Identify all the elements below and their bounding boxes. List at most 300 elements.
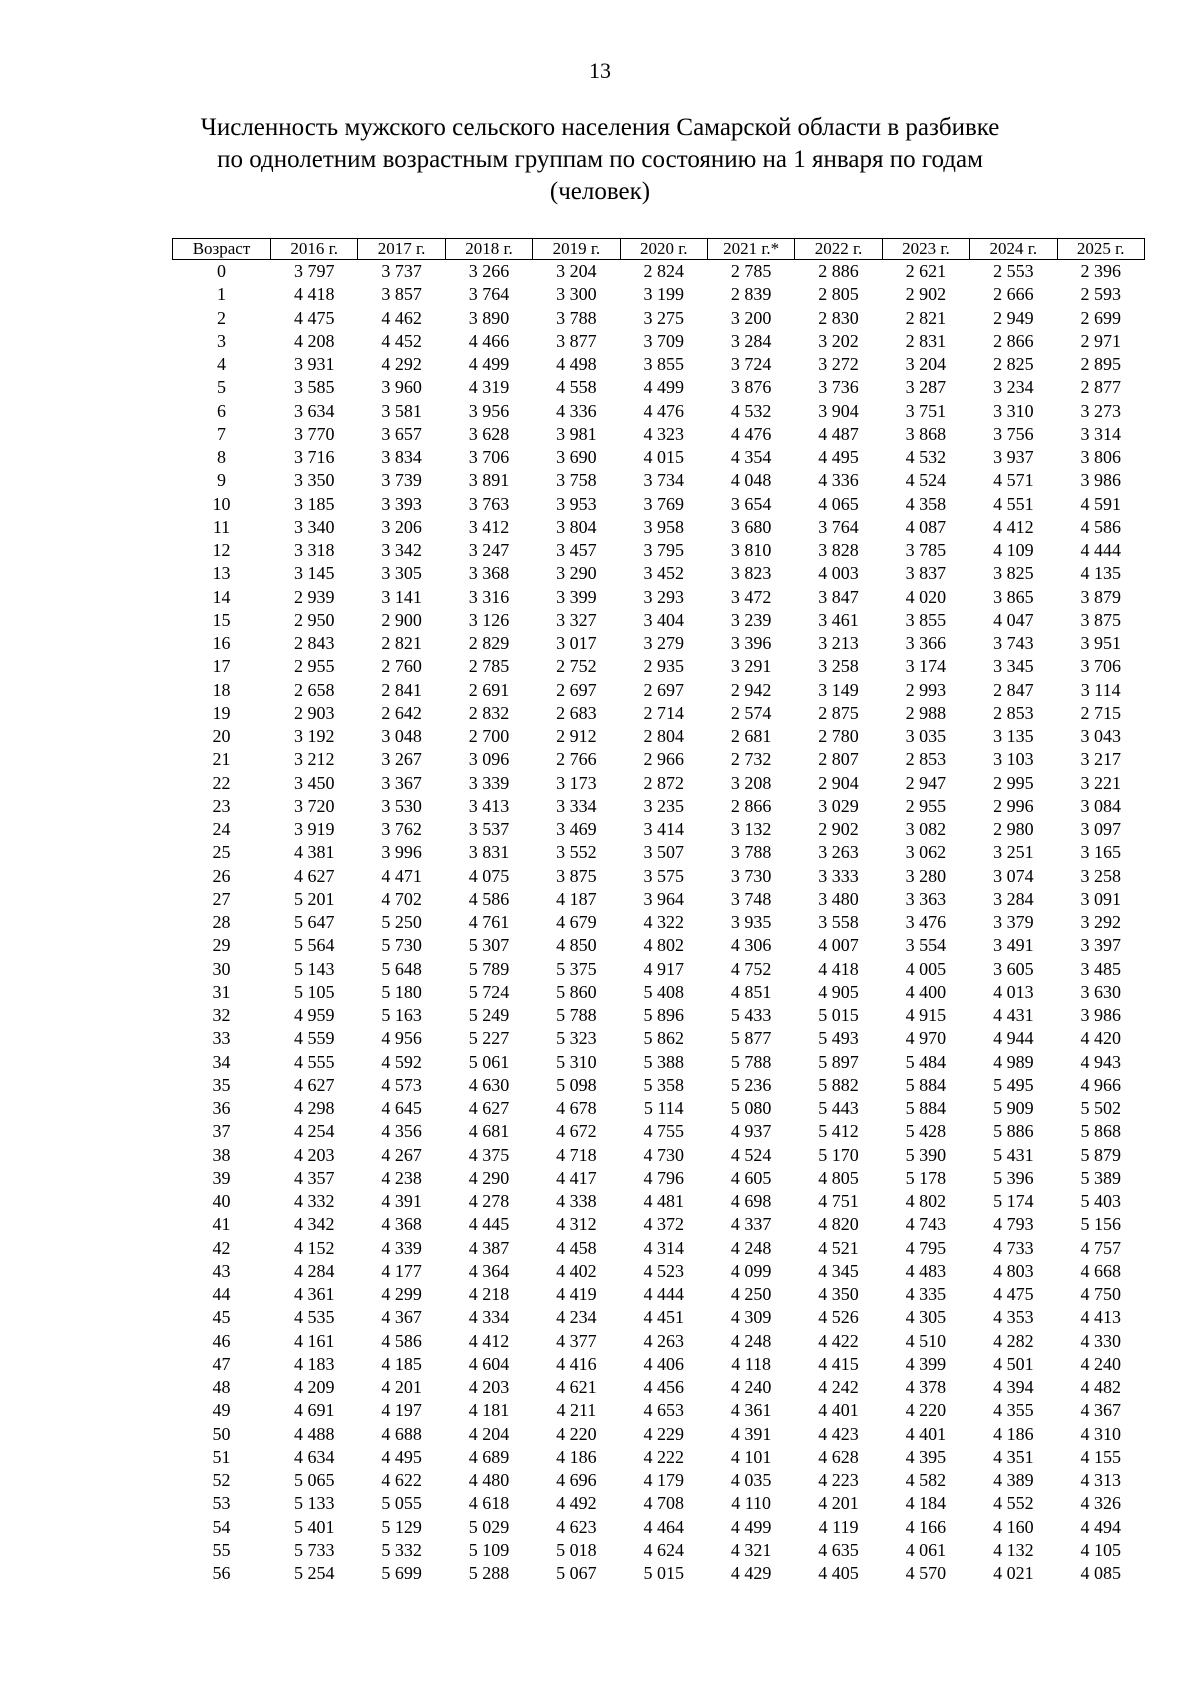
value-cell: 3 877 bbox=[556, 330, 597, 351]
value-cell: 4 718 bbox=[556, 1144, 597, 1165]
age-cell: 24 bbox=[212, 819, 231, 839]
value-cell: 4 475 bbox=[993, 1284, 1034, 1304]
value-cell: 3 235 bbox=[643, 795, 684, 816]
value-cell: 2 866 bbox=[993, 330, 1034, 351]
value-cell: 4 278 bbox=[468, 1191, 510, 1211]
value-cell: 4 420 bbox=[1080, 1028, 1121, 1049]
value-cell: 5 055 bbox=[381, 1493, 422, 1514]
value-cell: 4 201 bbox=[381, 1377, 422, 1397]
value-cell: 4 406 bbox=[643, 1353, 684, 1374]
age-cell: 42 bbox=[212, 1237, 231, 1258]
value-cell: 3 770 bbox=[293, 423, 335, 444]
value-cell: 4 482 bbox=[1080, 1377, 1121, 1397]
value-cell: 3 530 bbox=[381, 795, 422, 816]
value-cell: 3 082 bbox=[905, 819, 947, 839]
age-cell: 12 bbox=[212, 540, 231, 560]
value-cell: 4 240 bbox=[730, 1377, 772, 1397]
value-cell: 3 762 bbox=[381, 819, 422, 839]
value-cell: 4 635 bbox=[818, 1539, 859, 1560]
value-cell: 2 902 bbox=[818, 819, 859, 839]
column-header-year: 2020 г. bbox=[620, 239, 707, 260]
value-cell: 2 593 bbox=[1080, 284, 1121, 305]
table-row bbox=[173, 1330, 1145, 1353]
value-cell: 3 847 bbox=[818, 586, 859, 607]
value-cell: 3 581 bbox=[381, 400, 422, 421]
value-cell: 4 624 bbox=[643, 1539, 684, 1560]
table-row bbox=[173, 981, 1145, 1004]
value-cell: 3 114 bbox=[1080, 679, 1121, 700]
value-cell: 4 761 bbox=[468, 912, 510, 932]
value-cell: 2 912 bbox=[556, 726, 597, 746]
table-row bbox=[173, 516, 1145, 539]
value-cell: 2 805 bbox=[818, 284, 859, 305]
value-cell: 3 785 bbox=[905, 540, 947, 560]
value-cell: 4 535 bbox=[293, 1307, 335, 1328]
age-cell: 44 bbox=[212, 1284, 231, 1304]
value-cell: 3 287 bbox=[905, 377, 947, 398]
table-row bbox=[173, 493, 1145, 516]
table-row bbox=[173, 772, 1145, 795]
value-cell: 5 015 bbox=[818, 1005, 859, 1025]
table-row bbox=[173, 539, 1145, 562]
value-cell: 4 339 bbox=[381, 1237, 422, 1258]
value-cell: 4 160 bbox=[993, 1516, 1034, 1537]
value-cell: 4 678 bbox=[556, 1098, 597, 1118]
age-cell: 52 bbox=[212, 1470, 231, 1490]
value-cell: 2 877 bbox=[1080, 377, 1121, 398]
value-cell: 4 944 bbox=[993, 1028, 1034, 1049]
value-cell: 2 988 bbox=[905, 702, 947, 723]
table-row bbox=[173, 423, 1145, 446]
title-line-1: Численность мужского сельского населения Самарской области в разбивке bbox=[200, 114, 1000, 141]
value-cell: 3 951 bbox=[1080, 633, 1121, 653]
value-cell: 4 415 bbox=[818, 1353, 859, 1374]
value-cell: 2 935 bbox=[643, 656, 684, 677]
value-cell: 4 330 bbox=[1080, 1330, 1121, 1351]
value-cell: 5 431 bbox=[993, 1144, 1034, 1165]
value-cell: 4 047 bbox=[993, 609, 1034, 630]
value-cell: 4 186 bbox=[556, 1446, 597, 1467]
value-cell: 3 956 bbox=[468, 400, 510, 421]
value-cell: 3 834 bbox=[381, 447, 422, 467]
table-row bbox=[173, 1516, 1145, 1539]
value-cell: 3 457 bbox=[556, 540, 597, 560]
table-row bbox=[173, 376, 1145, 399]
value-cell: 4 250 bbox=[730, 1284, 772, 1304]
value-cell: 4 752 bbox=[730, 958, 772, 979]
value-cell: 4 282 bbox=[993, 1330, 1034, 1351]
value-cell: 3 452 bbox=[643, 563, 684, 584]
table-row bbox=[173, 1283, 1145, 1306]
value-cell: 4 708 bbox=[643, 1493, 684, 1514]
value-cell: 4 552 bbox=[993, 1493, 1034, 1514]
value-cell: 4 532 bbox=[730, 400, 772, 421]
value-cell: 2 903 bbox=[293, 702, 335, 723]
value-cell: 2 993 bbox=[905, 679, 947, 700]
value-cell: 4 119 bbox=[818, 1516, 859, 1537]
value-cell: 3 029 bbox=[818, 795, 859, 816]
age-cell: 54 bbox=[212, 1516, 231, 1537]
value-cell: 3 141 bbox=[381, 586, 422, 607]
value-cell: 3 552 bbox=[556, 842, 597, 863]
age-cell: 39 bbox=[212, 1167, 231, 1188]
value-cell: 3 342 bbox=[381, 540, 422, 560]
table-row bbox=[173, 1260, 1145, 1283]
value-cell: 4 298 bbox=[293, 1098, 335, 1118]
value-cell: 4 501 bbox=[993, 1353, 1034, 1374]
value-cell: 4 423 bbox=[818, 1423, 859, 1444]
value-cell: 3 634 bbox=[293, 400, 335, 421]
value-cell: 4 487 bbox=[818, 423, 859, 444]
value-cell: 4 586 bbox=[1080, 516, 1121, 537]
value-cell: 4 570 bbox=[905, 1563, 947, 1583]
value-cell: 3 981 bbox=[556, 423, 597, 444]
value-cell: 3 876 bbox=[730, 377, 772, 398]
value-cell: 3 875 bbox=[556, 865, 597, 886]
value-cell: 4 322 bbox=[643, 912, 684, 932]
table-row bbox=[173, 1074, 1145, 1097]
value-cell: 4 353 bbox=[993, 1307, 1034, 1328]
value-cell: 3 736 bbox=[818, 377, 859, 398]
value-cell: 4 630 bbox=[468, 1074, 510, 1095]
value-cell: 5 788 bbox=[556, 1005, 597, 1025]
value-cell: 4 323 bbox=[643, 423, 684, 444]
table-row bbox=[173, 1120, 1145, 1143]
value-cell: 4 757 bbox=[1080, 1237, 1121, 1258]
value-cell: 3 751 bbox=[905, 400, 947, 421]
value-cell: 3 554 bbox=[905, 935, 947, 956]
value-cell: 4 492 bbox=[556, 1493, 597, 1514]
table-row bbox=[173, 1213, 1145, 1236]
value-cell: 3 204 bbox=[556, 261, 597, 281]
value-cell: 4 555 bbox=[293, 1051, 335, 1072]
value-cell: 5 860 bbox=[556, 981, 597, 1002]
value-cell: 4 488 bbox=[293, 1423, 335, 1444]
value-cell: 4 532 bbox=[905, 447, 947, 467]
value-cell: 4 313 bbox=[1080, 1470, 1121, 1490]
document-title bbox=[150, 112, 1050, 208]
value-cell: 2 752 bbox=[556, 656, 597, 677]
value-cell: 2 843 bbox=[293, 633, 335, 653]
value-cell: 3 828 bbox=[818, 540, 859, 560]
value-cell: 2 847 bbox=[993, 679, 1034, 700]
value-cell: 2 902 bbox=[905, 284, 947, 305]
value-cell: 5 896 bbox=[643, 1005, 684, 1025]
value-cell: 4 483 bbox=[905, 1260, 947, 1281]
value-cell: 2 681 bbox=[730, 726, 772, 746]
value-cell: 3 145 bbox=[293, 563, 335, 584]
value-cell: 4 389 bbox=[993, 1470, 1034, 1490]
column-header-year: 2016 г. bbox=[271, 239, 358, 260]
value-cell: 2 841 bbox=[381, 679, 422, 700]
value-cell: 5 180 bbox=[381, 981, 422, 1002]
value-cell: 4 021 bbox=[993, 1563, 1034, 1583]
age-cell: 48 bbox=[212, 1377, 231, 1397]
table-row bbox=[173, 1027, 1145, 1050]
age-cell: 43 bbox=[212, 1260, 231, 1281]
value-cell: 5 648 bbox=[381, 958, 422, 979]
value-cell: 4 510 bbox=[905, 1330, 947, 1351]
value-cell: 3 931 bbox=[293, 354, 335, 374]
value-cell: 3 368 bbox=[468, 563, 510, 584]
value-cell: 5 897 bbox=[818, 1051, 859, 1072]
value-cell: 3 284 bbox=[730, 330, 772, 351]
value-cell: 3 825 bbox=[993, 563, 1034, 584]
value-cell: 4 743 bbox=[905, 1214, 947, 1235]
table-row bbox=[173, 330, 1145, 353]
table-row bbox=[173, 1051, 1145, 1074]
value-cell: 4 623 bbox=[556, 1516, 597, 1537]
column-header-year: 2022 г. bbox=[795, 239, 882, 260]
age-cell: 45 bbox=[212, 1307, 231, 1328]
value-cell: 3 305 bbox=[381, 563, 422, 584]
value-cell: 2 955 bbox=[293, 656, 335, 677]
value-cell: 2 804 bbox=[643, 726, 684, 746]
value-cell: 4 464 bbox=[643, 1516, 684, 1537]
value-cell: 3 293 bbox=[643, 586, 684, 607]
value-cell: 4 627 bbox=[468, 1098, 510, 1118]
age-cell: 4 bbox=[217, 354, 226, 374]
age-cell: 2 bbox=[217, 307, 226, 328]
value-cell: 2 832 bbox=[468, 702, 510, 723]
value-cell: 3 630 bbox=[1080, 981, 1121, 1002]
value-cell: 4 417 bbox=[556, 1167, 597, 1188]
value-cell: 4 391 bbox=[730, 1423, 772, 1444]
value-cell: 3 769 bbox=[643, 493, 684, 514]
age-cell: 6 bbox=[217, 400, 226, 421]
value-cell: 3 472 bbox=[730, 586, 772, 607]
value-cell: 3 267 bbox=[381, 749, 422, 770]
value-cell: 4 445 bbox=[468, 1214, 510, 1235]
value-cell: 4 351 bbox=[993, 1446, 1034, 1467]
value-cell: 4 431 bbox=[993, 1005, 1034, 1025]
age-cell: 32 bbox=[212, 1005, 231, 1025]
value-cell: 5 733 bbox=[293, 1539, 335, 1560]
value-cell: 4 314 bbox=[643, 1237, 684, 1258]
age-cell: 37 bbox=[212, 1121, 231, 1142]
value-cell: 2 866 bbox=[730, 795, 772, 816]
value-cell: 5 029 bbox=[468, 1516, 510, 1537]
table-row bbox=[173, 1004, 1145, 1027]
value-cell: 3 743 bbox=[993, 633, 1034, 653]
value-cell: 4 698 bbox=[730, 1191, 772, 1211]
value-cell: 3 823 bbox=[730, 563, 772, 584]
value-cell: 5 884 bbox=[905, 1098, 947, 1118]
value-cell: 3 263 bbox=[818, 842, 859, 863]
value-cell: 2 995 bbox=[993, 772, 1034, 793]
table-row bbox=[173, 260, 1145, 284]
value-cell: 4 689 bbox=[468, 1446, 510, 1467]
value-cell: 3 149 bbox=[818, 679, 859, 700]
value-cell: 3 507 bbox=[643, 842, 684, 863]
value-cell: 4 375 bbox=[468, 1144, 510, 1165]
value-cell: 3 091 bbox=[1080, 888, 1121, 909]
value-cell: 3 292 bbox=[1080, 912, 1121, 932]
value-cell: 3 763 bbox=[468, 493, 510, 514]
table-row bbox=[173, 865, 1145, 888]
value-cell: 4 796 bbox=[643, 1167, 684, 1188]
value-cell: 4 755 bbox=[643, 1121, 684, 1142]
age-cell: 29 bbox=[212, 935, 231, 956]
value-cell: 4 087 bbox=[905, 516, 947, 537]
value-cell: 4 795 bbox=[905, 1237, 947, 1258]
age-cell: 1 bbox=[217, 284, 226, 305]
value-cell: 2 715 bbox=[1080, 702, 1121, 723]
value-cell: 2 697 bbox=[556, 679, 597, 700]
value-cell: 3 043 bbox=[1080, 726, 1121, 746]
value-cell: 4 733 bbox=[993, 1237, 1034, 1258]
value-cell: 4 220 bbox=[556, 1423, 597, 1444]
value-cell: 5 877 bbox=[730, 1028, 772, 1049]
value-cell: 3 221 bbox=[1080, 772, 1121, 793]
value-cell: 3 334 bbox=[556, 795, 597, 816]
value-cell: 3 875 bbox=[1080, 609, 1121, 630]
value-cell: 4 970 bbox=[905, 1028, 947, 1049]
value-cell: 4 187 bbox=[556, 888, 597, 909]
value-cell: 4 061 bbox=[905, 1539, 947, 1560]
value-cell: 4 305 bbox=[905, 1307, 947, 1328]
table-body bbox=[173, 260, 1145, 1586]
title-line-3: (человек) bbox=[549, 178, 651, 205]
value-cell: 4 201 bbox=[818, 1493, 859, 1514]
value-cell: 3 806 bbox=[1080, 447, 1121, 467]
value-cell: 2 821 bbox=[381, 633, 422, 653]
value-cell: 4 336 bbox=[818, 470, 859, 491]
value-cell: 4 229 bbox=[643, 1423, 684, 1444]
value-cell: 4 558 bbox=[556, 377, 597, 398]
value-cell: 4 573 bbox=[381, 1074, 422, 1095]
value-cell: 3 737 bbox=[381, 261, 422, 281]
value-cell: 3 074 bbox=[993, 865, 1034, 886]
value-cell: 4 475 bbox=[293, 307, 335, 328]
age-cell: 11 bbox=[212, 516, 231, 537]
value-cell: 3 327 bbox=[556, 609, 597, 630]
age-cell: 36 bbox=[212, 1098, 231, 1118]
value-cell: 2 824 bbox=[643, 261, 684, 281]
value-cell: 5 061 bbox=[468, 1051, 510, 1072]
age-cell: 22 bbox=[212, 772, 231, 793]
value-cell: 4 471 bbox=[381, 865, 422, 886]
table-row bbox=[173, 655, 1145, 678]
age-cell: 3 bbox=[217, 330, 226, 351]
age-cell: 41 bbox=[212, 1214, 231, 1235]
value-cell: 3 413 bbox=[468, 795, 510, 816]
value-cell: 5 227 bbox=[468, 1028, 510, 1049]
value-cell: 4 582 bbox=[905, 1470, 947, 1490]
value-cell: 3 135 bbox=[993, 726, 1034, 746]
value-cell: 5 493 bbox=[818, 1028, 859, 1049]
value-cell: 4 402 bbox=[556, 1260, 597, 1281]
value-cell: 2 886 bbox=[818, 261, 859, 281]
value-cell: 2 831 bbox=[905, 330, 947, 351]
value-cell: 4 326 bbox=[1080, 1493, 1121, 1514]
age-cell: 8 bbox=[217, 447, 226, 467]
value-cell: 5 502 bbox=[1080, 1098, 1121, 1118]
value-cell: 3 333 bbox=[818, 865, 859, 886]
value-cell: 5 862 bbox=[643, 1028, 684, 1049]
value-cell: 4 412 bbox=[993, 516, 1034, 537]
value-cell: 5 433 bbox=[730, 1005, 772, 1025]
value-cell: 4 476 bbox=[730, 423, 772, 444]
value-cell: 4 387 bbox=[468, 1237, 510, 1258]
value-cell: 4 418 bbox=[293, 284, 335, 305]
value-cell: 5 080 bbox=[730, 1098, 772, 1118]
value-cell: 4 401 bbox=[905, 1423, 947, 1444]
value-cell: 3 720 bbox=[293, 795, 335, 816]
value-cell: 4 943 bbox=[1080, 1051, 1121, 1072]
value-cell: 4 429 bbox=[730, 1563, 772, 1583]
value-cell: 3 953 bbox=[556, 493, 597, 514]
value-cell: 2 553 bbox=[993, 261, 1034, 281]
value-cell: 4 337 bbox=[730, 1214, 772, 1235]
value-cell: 3 537 bbox=[468, 819, 510, 839]
value-cell: 2 785 bbox=[468, 656, 510, 677]
value-cell: 4 197 bbox=[381, 1400, 422, 1421]
value-cell: 4 220 bbox=[905, 1400, 947, 1421]
value-cell: 5 250 bbox=[381, 912, 422, 932]
value-cell: 4 394 bbox=[993, 1377, 1034, 1397]
table-row bbox=[173, 1492, 1145, 1515]
value-cell: 4 335 bbox=[905, 1284, 947, 1304]
value-cell: 3 366 bbox=[905, 633, 947, 653]
value-cell: 4 634 bbox=[293, 1446, 335, 1467]
value-cell: 4 290 bbox=[468, 1167, 510, 1188]
value-cell: 4 110 bbox=[731, 1493, 772, 1514]
value-cell: 3 367 bbox=[381, 772, 422, 793]
value-cell: 3 804 bbox=[556, 516, 597, 537]
value-cell: 5 484 bbox=[905, 1051, 947, 1072]
value-cell: 3 096 bbox=[468, 749, 510, 770]
value-cell: 4 523 bbox=[643, 1260, 684, 1281]
value-cell: 4 377 bbox=[556, 1330, 597, 1351]
value-cell: 3 206 bbox=[381, 516, 422, 537]
value-cell: 4 456 bbox=[643, 1377, 684, 1397]
value-cell: 4 495 bbox=[818, 447, 859, 467]
value-cell: 4 183 bbox=[293, 1353, 335, 1374]
value-cell: 3 461 bbox=[818, 609, 859, 630]
value-cell: 3 414 bbox=[643, 819, 684, 839]
value-cell: 4 604 bbox=[468, 1353, 510, 1374]
value-cell: 3 739 bbox=[381, 470, 422, 491]
value-cell: 4 166 bbox=[905, 1516, 947, 1537]
value-cell: 3 200 bbox=[730, 307, 772, 328]
table-row bbox=[173, 1446, 1145, 1469]
value-cell: 4 367 bbox=[381, 1307, 422, 1328]
value-cell: 4 381 bbox=[293, 842, 335, 863]
value-cell: 3 756 bbox=[993, 423, 1034, 444]
column-header-year: 2019 г. bbox=[533, 239, 620, 260]
table-row bbox=[173, 283, 1145, 306]
value-cell: 4 422 bbox=[818, 1330, 859, 1351]
value-cell: 4 338 bbox=[556, 1191, 597, 1211]
value-cell: 4 299 bbox=[381, 1284, 422, 1304]
table-row bbox=[173, 1399, 1145, 1422]
age-cell: 27 bbox=[212, 888, 231, 909]
value-cell: 2 939 bbox=[293, 586, 335, 607]
value-cell: 4 035 bbox=[730, 1470, 772, 1490]
value-cell: 3 764 bbox=[818, 516, 859, 537]
value-cell: 4 458 bbox=[556, 1237, 597, 1258]
table-row bbox=[173, 1144, 1145, 1167]
value-cell: 4 702 bbox=[381, 888, 422, 909]
value-cell: 2 830 bbox=[818, 307, 859, 328]
value-cell: 4 905 bbox=[818, 981, 859, 1002]
value-cell: 2 658 bbox=[293, 679, 335, 700]
value-cell: 3 393 bbox=[381, 493, 422, 514]
value-cell: 3 868 bbox=[905, 423, 947, 444]
value-cell: 4 605 bbox=[730, 1167, 772, 1188]
value-cell: 3 396 bbox=[730, 633, 772, 653]
